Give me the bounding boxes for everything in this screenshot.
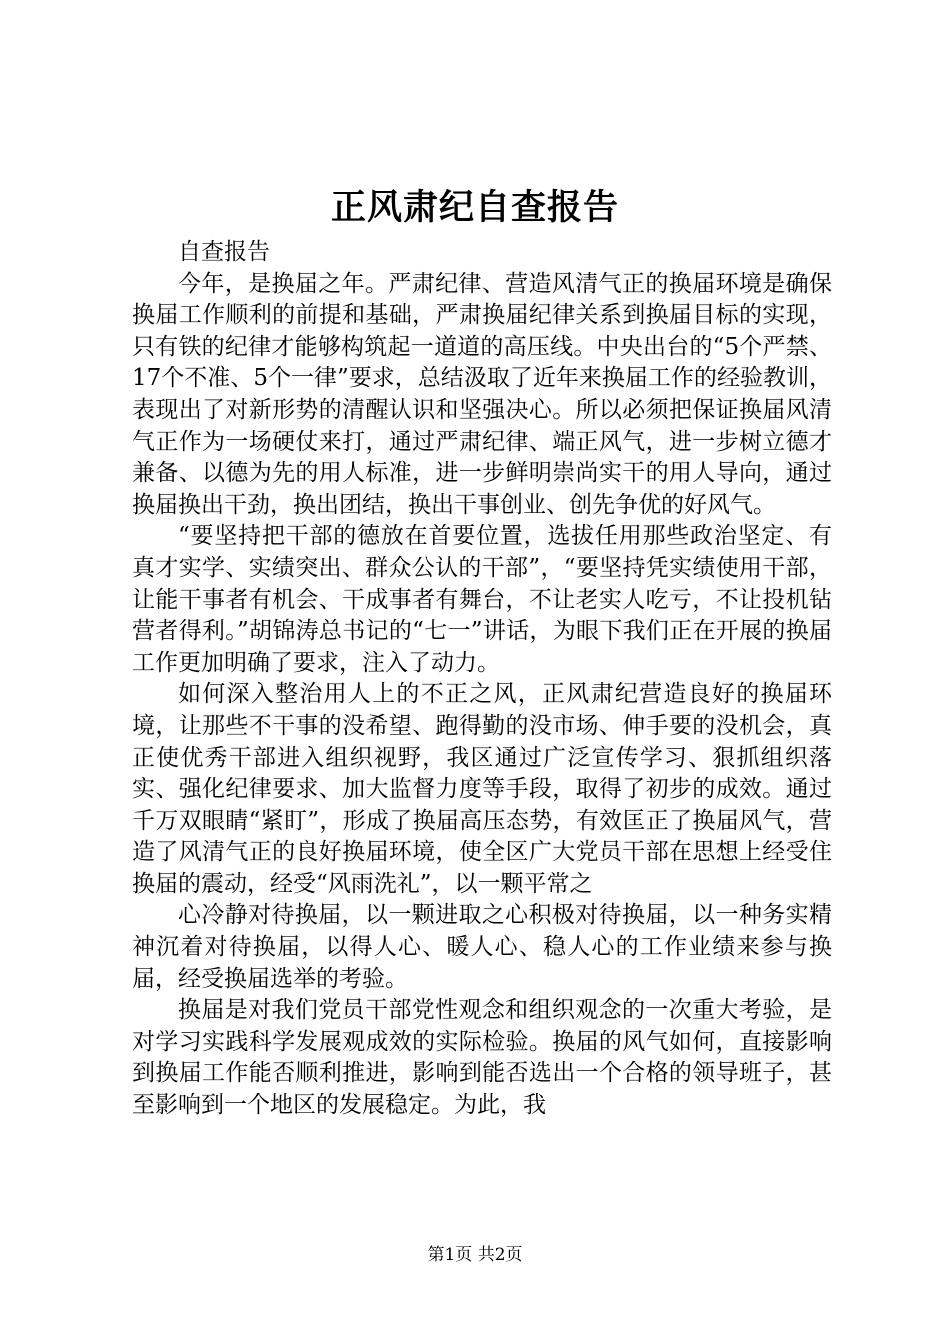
page-footer: 第1页 共2页 [427,1245,523,1265]
document-body [132,237,832,1122]
paragraph: 如何深入整治用人上的不正之风，正风肃纪营造良好的换届环境，让那些不干事的没希望、跑得勤的没市场、伸手要的没机会，真正使优秀干部进入组织视野，我区通过广泛宣传学习、狠抓组织落实、强化纪律要求、加大监督力度等手段，取得了初步的成效。通过千万双眼睛“紧盯”，形成了换届高压态势，有效匡正了换届风气，营造了风清气正的良好换届环境，使全区广大党员干部在思想上经受住换届的震动，经受“风雨洗礼”，以一颗平常之 [132,681,832,897]
paragraph: 换届是对我们党员干部党性观念和组织观念的一次重大考验，是对学习实践科学发展观成效的实际检验。换届的风气如何，直接影响到换届工作能否顺利推进，影响到能否选出一个合格的领导班子，甚至影响到一个地区的发展稳定。为此，我 [132,997,832,1119]
document-title: 正风肃纪自查报告 [330,187,619,228]
paragraph: 今年，是换届之年。严肃纪律、营造风清气正的换届环境是确保换届工作顺利的前提和基础，严肃换届纪律关系到换届目标的实现，只有铁的纪律才能够构筑起一道道的高压线。中央出台的“5个严禁、17个不准、5个一律”要求，总结汲取了近年来换届工作的经验教训，表现出了对新形势的清醒认识和坚强决心。所以必须把保证换届风清气正作为一场硬仗来打，通过严肃纪律、端正风气，进一步树立德才兼备、以德为先的用人标准，进一步鲜明崇尚实干的用人导向，通过换届换出干劲，换出团结，换出干事创业、创先争优的好风气。 [132,270,832,518]
paragraph-subtitle: 自查报告 [178,239,270,265]
paragraph: 心冷静对待换届，以一颗进取之心积极对待换届，以一种务实精神沉着对待换届，以得人心、暖人心、稳人心的工作业绩来参与换届，经受换届选举的考验。 [132,902,832,992]
paragraph: “要坚持把干部的德放在首要位置，选拔任用那些政治坚定、有真才实学、实绩突出、群众公认的干部”，“要坚持凭实绩使用干部，让能干事者有机会、干成事者有舞台，不让老实人吃亏，不让投机钻营者得利。”胡锦涛总书记的“七一”讲话，为眼下我们正在开展的换届工作更加明确了要求，注入了动力。 [132,523,832,676]
